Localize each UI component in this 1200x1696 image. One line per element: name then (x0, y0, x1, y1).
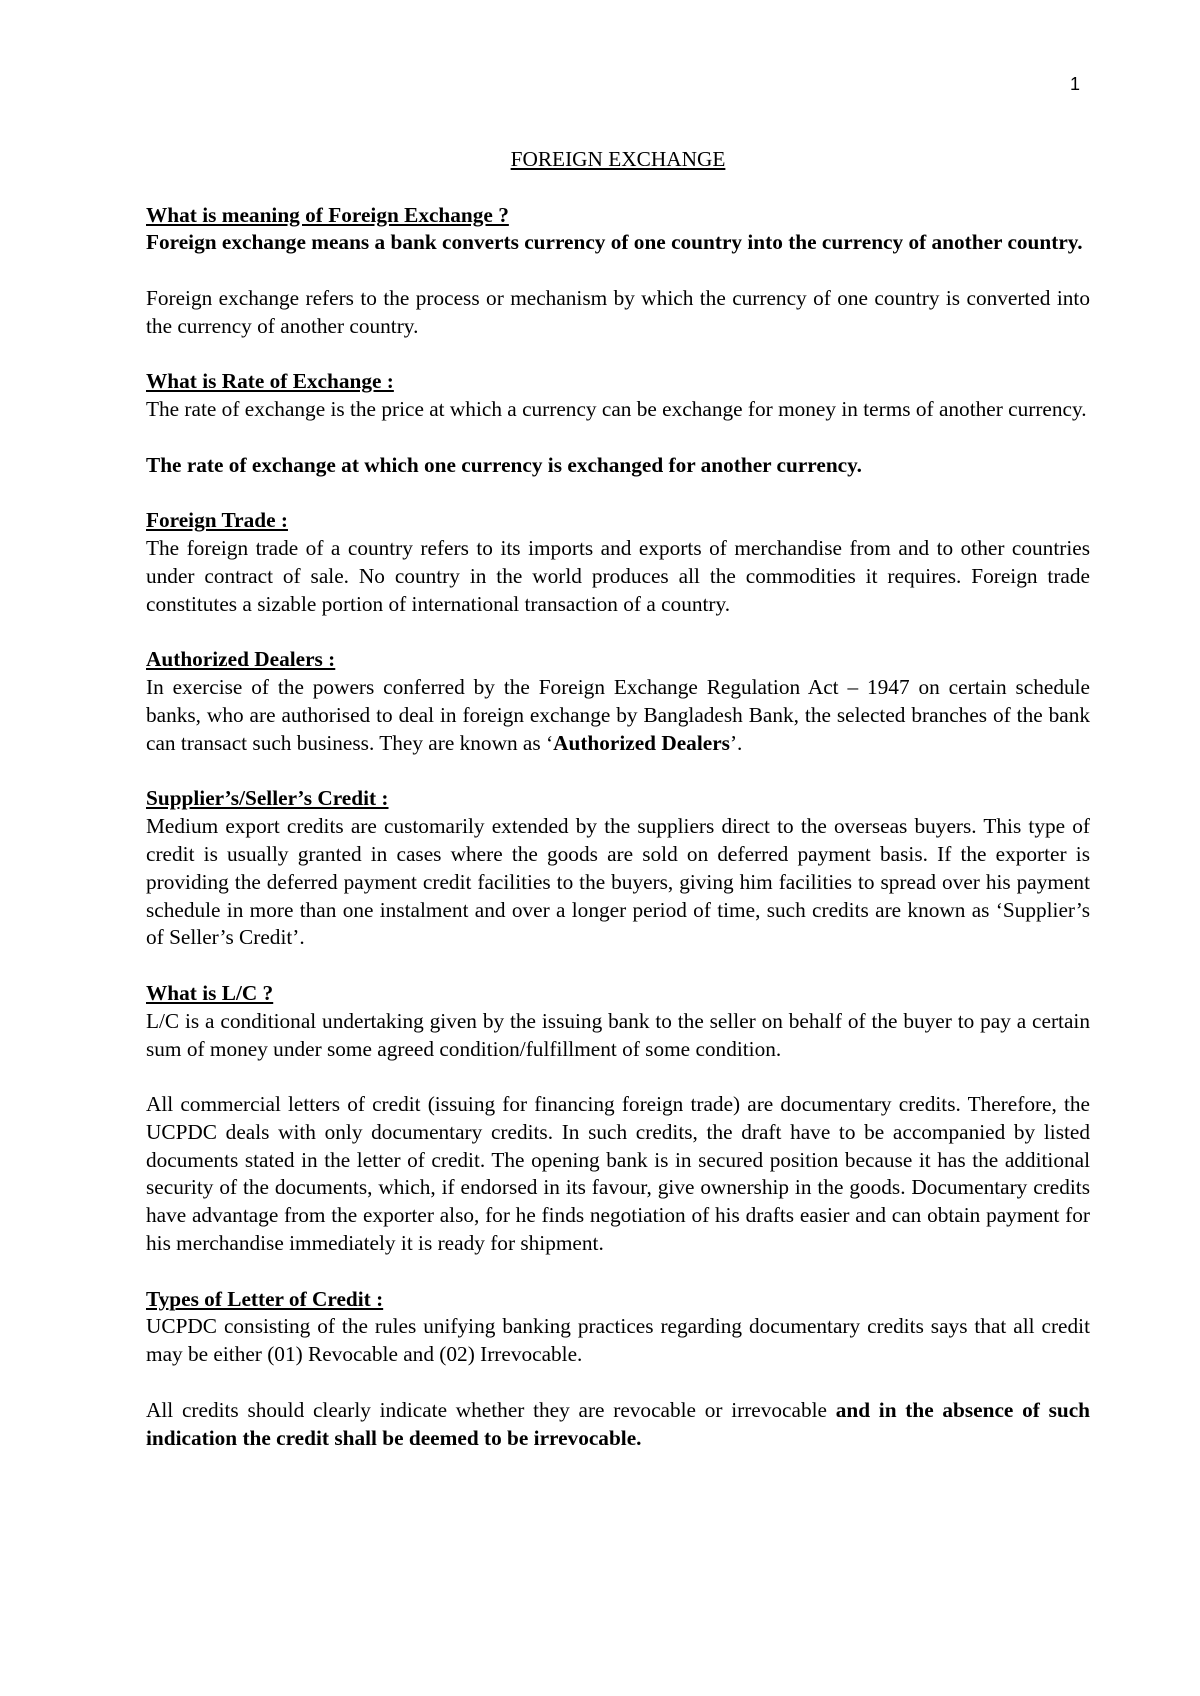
paragraph (146, 1397, 1090, 1453)
section-heading: What is L/C ? (146, 980, 274, 1005)
emphasis-text: and in the absence of such indication the credit shall be deemed to be irrevocable. (146, 1397, 1090, 1450)
paragraph: All commercial letters of credit (issuing for financing foreign trade) are documentary credits. Therefore, the UCPDC deals with only documentary credits. In such credits, the draft have to be accompanied by listed documents stated in the letter of credit. The opening bank is in secured position because it has the additional security of the documents, which, if endorsed in its favour, give ownership in the goods. Documentary credits have advantage from the exporter also, for he finds negotiation of his drafts easier and can obtain payment for his merchandise immediately it is ready for shipment. (146, 1092, 1090, 1256)
paragraph: The rate of exchange is the price at which a currency can be exchange for money in terms of another currency. (146, 397, 1087, 422)
definition-bold: Foreign exchange means a bank converts currency of one country into the currency of another country. (146, 230, 1083, 255)
page-number: 1 (1070, 74, 1081, 94)
section-heading: What is Rate of Exchange : (146, 369, 394, 394)
section-heading: Types of Letter of Credit : (146, 1286, 384, 1311)
document-body (146, 146, 1090, 1480)
paragraph: The foreign trade of a country refers to its imports and exports of merchandise from and to other countries under contract of sale. No country in the world produces all the commodities it requires. Foreign trade constitutes a sizable portion of international transaction of a country. (146, 536, 1090, 616)
paragraph: L/C is a conditional undertaking given by the issuing bank to the seller on behalf of the buyer to pay a certain sum of money under some agreed condition/fulfillment of some condition. (146, 1008, 1090, 1061)
paragraph (146, 674, 1090, 757)
section-authorized-dealers (146, 646, 1090, 757)
section-heading: Foreign Trade : (146, 508, 288, 533)
section-what-is-lc (146, 980, 1090, 1258)
paragraph-text: All credits should clearly indicate whether they are revocable or irrevocable (146, 1397, 836, 1422)
bold-statement: The rate of exchange at which one currency is exchanged for another currency. (146, 452, 862, 477)
section-foreign-trade (146, 507, 1090, 618)
paragraph: Medium export credits are customarily extended by the suppliers direct to the overseas buyers. This type of credit is usually granted in cases where the goods are sold on deferred payment basis. If the exporter is providing the deferred payment credit facilities to the buyers, giving him facilities to spread over his payment schedule in more than one instalment and over a longer period of time, such credits are known as ‘Supplier’s of Seller’s Credit’. (146, 814, 1090, 950)
section-suppliers-credit (146, 785, 1090, 952)
section-meaning (146, 202, 1090, 341)
paragraph: Foreign exchange refers to the process or mechanism by which the currency of one country is converted into the currency of another country. (146, 285, 1090, 338)
section-heading: Authorized Dealers : (146, 647, 336, 672)
document-title: FOREIGN EXCHANGE (510, 147, 726, 171)
section-heading: What is meaning of Foreign Exchange ? (146, 202, 509, 227)
section-heading: Supplier’s/Seller’s Credit : (146, 786, 389, 811)
emphasis-text: Authorized Dealers (553, 730, 730, 755)
paragraph-text: ’. (729, 730, 743, 755)
section-types-of-lc (146, 1286, 1090, 1453)
paragraph: UCPDC consisting of the rules unifying banking practices regarding documentary credits says that all credit may be either (01) Revocable and (02) Irrevocable. (146, 1314, 1090, 1367)
paragraph-text: In exercise of the powers conferred by the Foreign Exchange Regulation Act – 1947 on certain schedule banks, who are authorised to deal in foreign exchange by Bangladesh Bank, the selected branches of the bank can transact such business. They are known as ‘ (146, 675, 1090, 755)
section-rate (146, 368, 1090, 479)
